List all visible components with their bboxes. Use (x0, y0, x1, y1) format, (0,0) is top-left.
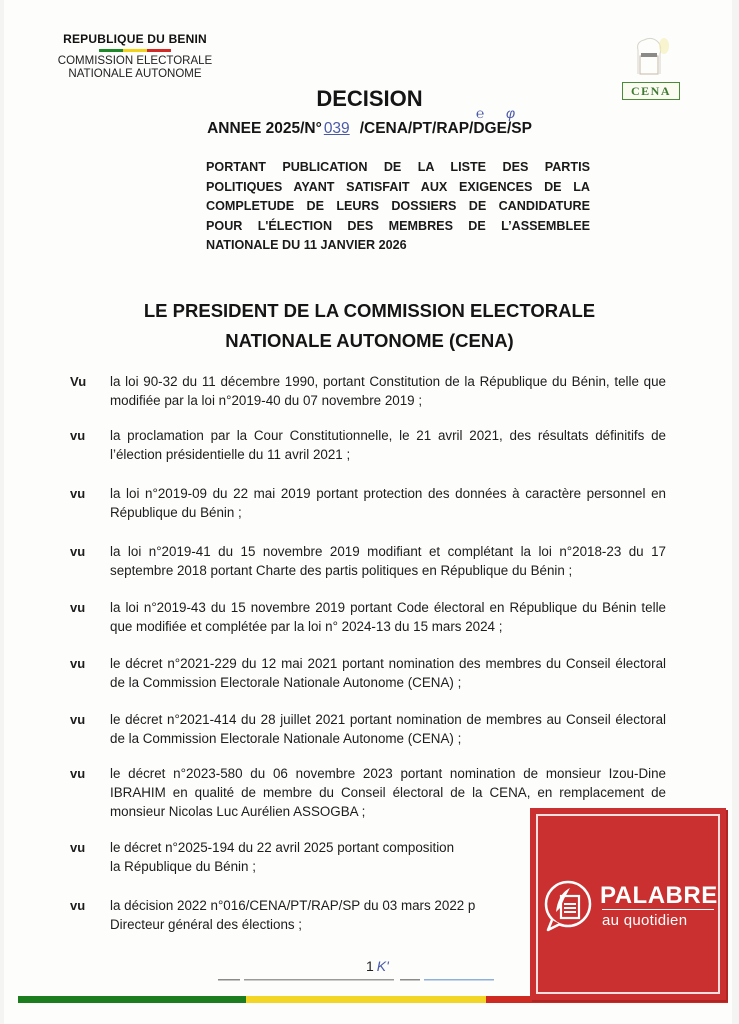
vu-keyword (70, 857, 110, 876)
page-number-value: 1 (366, 958, 374, 974)
vu-item (70, 426, 666, 464)
flag-red (147, 49, 171, 52)
decision-subject (206, 158, 590, 256)
commission-line2: NATIONALE AUTONOME (68, 68, 202, 80)
flag-bar (99, 49, 171, 52)
vu-keyword: vu (70, 712, 86, 727)
stripe-yellow (246, 996, 486, 1003)
vu-text: Directeur général des élections ; (110, 917, 303, 932)
vu-item (70, 598, 666, 636)
vu-keyword: vu (70, 428, 86, 443)
watermark-divider (602, 909, 714, 910)
subject-line: NATIONALE DU 11 JANVIER 2026 (206, 238, 407, 252)
president-line2: NATIONALE AUTONOME (CENA) (225, 330, 514, 351)
flag-yellow (123, 49, 147, 52)
vu-keyword: vu (70, 486, 86, 501)
vu-keyword: vu (70, 600, 86, 615)
vu-text: le décret n°2021-229 du 12 mai 2021 portant nomination des membres du Conseil électoral de la Commission Electorale Nationale Autonome (CENA) ; (110, 656, 666, 690)
document-quill-icon (540, 878, 596, 934)
flag-green (99, 49, 123, 52)
vu-text: le décret n°2023-580 du 06 novembre 2023 portant nomination de monsieur Izou-Dine IBRAHIM en qualité de membre du Conseil électoral de la CENA, en remplacement de monsieur Nicolas Luc Aurélien ASSOGBA ; (110, 766, 666, 819)
number-value: 039 (323, 120, 350, 137)
vu-text: la République du Bénin ; (110, 859, 256, 874)
vu-item (70, 372, 666, 410)
subject-line: POLITIQUES AYANT SATISFAIT AUX EXIGENCES DE LA (206, 179, 590, 194)
subject-line: POUR L'ÉLECTION DES MEMBRES DE L’ASSEMBLEE (206, 218, 590, 233)
palabre-watermark (530, 808, 726, 1000)
logo-text: CENA (622, 82, 680, 100)
vu-keyword (70, 915, 110, 934)
footer-contact-text-blur (218, 978, 518, 982)
republic-name: REPUBLIQUE DU BENIN (63, 32, 207, 46)
vu-text: la proclamation par la Cour Constitutionnelle, le 21 avril 2021, des résultats définitifs de l’élection présidentielle du 11 avril 2021 ; (110, 428, 666, 462)
watermark-subtitle: au quotidien (602, 912, 688, 929)
vu-text: la loi 90-32 du 11 décembre 1990, portant Constitution de la République du Bénin, telle que modifiée par la loi n°2019-40 du 07 novembre 2019 ; (110, 374, 666, 408)
header-left (40, 32, 230, 81)
vu-item (70, 542, 666, 580)
ballot-box-icon (618, 36, 684, 86)
vu-keyword: vu (70, 656, 86, 671)
subject-line: COMPLETUDE DE LEURS DOSSIERS DE CANDIDATURE (206, 199, 590, 213)
vu-item (70, 484, 666, 522)
number-prefix: ANNEE 2025/N° (207, 120, 322, 137)
vu-keyword: vu (70, 840, 86, 855)
page-number (366, 958, 389, 974)
vu-keyword: vu (70, 766, 86, 781)
vu-text: le décret n°2025-194 du 22 avril 2025 portant composition (110, 840, 455, 855)
footer-contact-line (218, 978, 518, 983)
president-heading (0, 296, 739, 356)
vu-item (70, 654, 666, 692)
vu-item (70, 896, 530, 915)
decision-number (0, 120, 739, 138)
vu-item (70, 710, 666, 748)
watermark-title: PALABRE (600, 882, 718, 909)
vu-text: la décision 2022 n°016/CENA/PT/RAP/SP du 03 mars 2022 p (110, 898, 476, 913)
vu-text: le décret n°2021-414 du 28 juillet 2021 portant nomination de membres au Conseil électoral de la Commission Electorale Nationale Autonome (CENA) ; (110, 712, 666, 746)
vu-text: la loi n°2019-43 du 15 novembre 2019 portant Code électoral en République du Bénin telle que modifiée et complétée par la loi n° 2024-13 du 15 mars 2024 ; (110, 600, 666, 634)
vu-text: la loi n°2019-41 du 15 novembre 2019 modifiant et complétant la loi n°2018-23 du 17 septembre 2018 portant Charte des partis politiques en République du Bénin ; (110, 544, 666, 578)
commission-line1: COMMISSION ELECTORALE (57, 55, 213, 67)
vu-keyword: vu (70, 544, 86, 559)
handwritten-initials: K' (376, 958, 389, 974)
decision-title: DECISION (316, 86, 423, 111)
subject-line: PORTANT PUBLICATION DE LA LISTE DES PARTIS (206, 160, 590, 174)
handwritten-mark: ℮ (476, 105, 485, 121)
stripe-green (18, 996, 246, 1003)
vu-keyword: Vu (70, 374, 87, 389)
handwritten-mark: φ (506, 105, 516, 121)
vu-item (70, 838, 530, 857)
vu-item (70, 915, 530, 934)
vu-keyword: vu (70, 898, 86, 913)
number-suffix: /CENA/PT/RAP/DGE/SP (359, 120, 532, 137)
vu-item (70, 857, 530, 876)
president-line1: LE PRESIDENT DE LA COMMISSION ELECTORALE (143, 300, 596, 321)
vu-text: la loi n°2019-09 du 22 mai 2019 portant protection des données à caractère personnel en République du Bénin ; (110, 486, 666, 520)
